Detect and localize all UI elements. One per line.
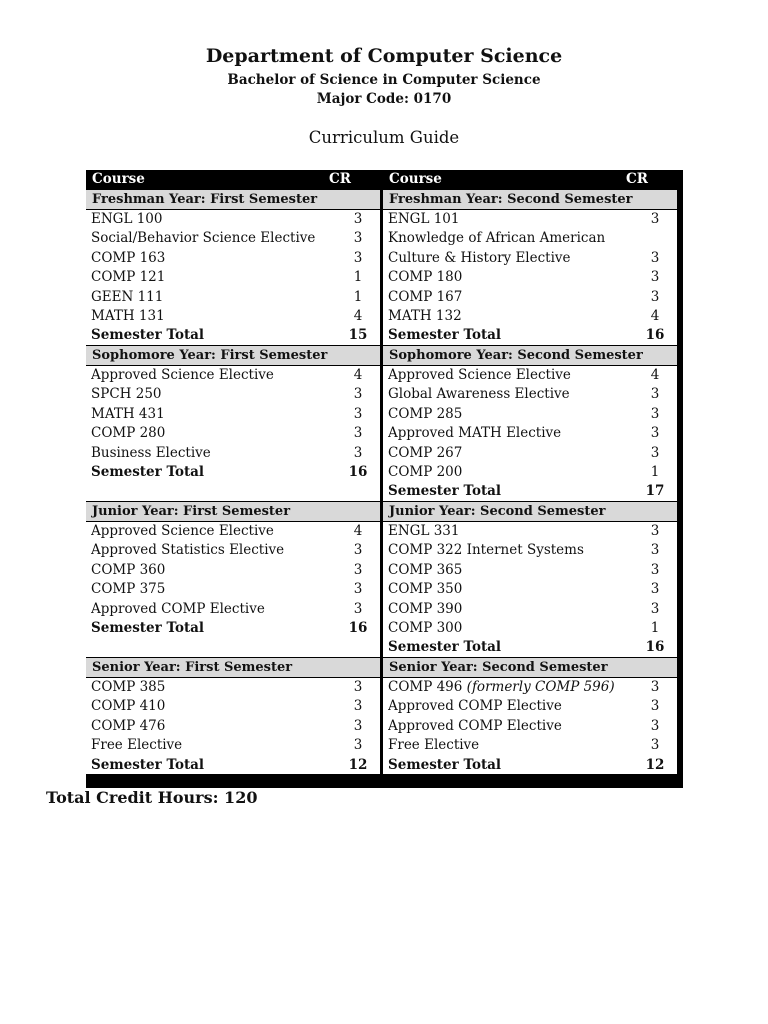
course-name [388,717,633,736]
left-column [86,170,380,773]
semester-title: Senior Year: Second Semester [383,658,677,678]
course-row [86,697,380,716]
course-code: COMP 285 [388,405,463,422]
semester-total-value: 16 [645,327,665,344]
right-column [383,170,677,773]
course-code: COMP 360 [91,561,166,578]
column-header [86,170,380,189]
course-row [86,307,380,326]
course-name [91,522,336,541]
course-credits: 3 [353,444,363,461]
course-credits: 3 [650,561,660,578]
course-row [86,210,380,229]
course-row [86,678,380,697]
course-name [91,736,336,755]
course-credits: 3 [650,211,660,227]
course-row [383,288,677,307]
course-row [86,385,380,404]
course-note: (formerly COMP 596) [466,679,615,695]
semester-total-label: Semester Total [91,463,205,480]
course-name [91,444,336,463]
course-row [383,268,677,287]
course-credits: 3 [353,249,363,266]
course-code: Approved Science Elective [91,367,274,383]
course-row [383,424,677,443]
semester-total-value: 16 [348,619,368,636]
course-name [388,210,633,229]
course-credits: 4 [353,307,363,324]
course-credits: 3 [353,386,363,403]
semester-total-label: Semester Total [388,483,502,500]
course-row [86,600,380,619]
course-credits: 3 [650,386,660,403]
semester-title: Senior Year: First Semester [86,658,380,678]
course-row [383,229,677,248]
semester-block [86,189,380,345]
course-credits: 3 [353,600,363,617]
course-name [388,580,633,599]
semester-block [383,189,677,345]
course-name [388,619,633,638]
course-credits: 4 [650,307,660,324]
course-code: Culture & History Elective [388,249,571,266]
course-credits: 3 [353,717,363,734]
course-row [86,366,380,385]
total-credit-hours: Total Credit Hours: 120 [46,788,258,807]
course-code: COMP 496 [388,679,463,695]
course-name [91,249,336,268]
course-name [91,288,336,307]
department-title: Department of Computer Science [205,45,563,67]
course-code: COMP 375 [91,581,166,598]
semester-title: Freshman Year: Second Semester [383,190,677,210]
semester-total-value: 16 [645,639,665,656]
semester-title: Freshman Year: First Semester [86,190,380,210]
course-row [86,580,380,599]
course-row [383,385,677,404]
course-code: Approved MATH Elective [388,425,562,442]
course-row [383,307,677,326]
course-name [388,600,633,619]
course-row [383,522,677,541]
course-name [388,697,633,716]
course-code: COMP 167 [388,288,463,305]
course-row [86,229,380,248]
course-code: COMP 200 [388,463,463,480]
semester-total-row [383,638,677,657]
major-code: Major Code: 0170 [316,91,452,107]
course-row [86,424,380,443]
course-code: MATH 132 [388,307,462,324]
course-credits: 3 [353,230,363,247]
course-name [91,600,336,619]
course-code: ENGL 331 [388,523,460,539]
course-name [388,405,633,424]
course-name [91,229,336,248]
course-code: COMP 121 [91,269,166,286]
course-code: COMP 385 [91,679,166,695]
course-code: SPCH 250 [91,386,162,403]
course-credits: 4 [650,367,660,383]
semester-title: Junior Year: First Semester [86,502,380,522]
course-name [388,678,633,697]
course-row [383,444,677,463]
cr-header: CR [626,171,648,187]
semester-block [86,657,380,774]
cr-header: CR [329,171,351,187]
course-name [388,444,633,463]
course-code: Knowledge of African American [388,230,606,247]
course-code: COMP 163 [91,249,166,266]
course-credits: 3 [650,269,660,286]
course-credits: 3 [650,405,660,422]
semester-title: Sophomore Year: First Semester [86,346,380,366]
semester-total-row [383,756,677,775]
course-credits: 3 [353,737,363,754]
course-code: Approved Science Elective [91,523,274,539]
semester-total-row [86,463,380,482]
semester-total-value: 15 [348,327,368,344]
course-row [86,736,380,755]
course-name [388,249,633,268]
course-row [86,522,380,541]
course-name [388,424,633,443]
course-credits: 4 [353,367,363,383]
course-credits: 1 [650,619,660,636]
course-row [86,288,380,307]
course-code: Approved Statistics Elective [91,542,285,559]
semester-total-row [86,326,380,345]
semester-total-row [86,619,380,638]
course-credits [633,229,677,248]
course-credits: 3 [353,561,363,578]
course-row [383,210,677,229]
course-row [86,541,380,560]
course-credits: 3 [353,425,363,442]
course-row [86,561,380,580]
semester-title: Junior Year: Second Semester [383,502,677,522]
course-row [86,405,380,424]
course-code: Business Elective [91,444,211,461]
course-name [91,561,336,580]
course-credits: 3 [353,698,363,715]
course-credits: 1 [353,269,363,286]
course-name [91,424,336,443]
course-code: Free Elective [388,737,480,754]
course-code: COMP 410 [91,698,166,715]
course-row [383,678,677,697]
course-code: Free Elective [91,737,183,754]
course-name [388,288,633,307]
course-name [91,541,336,560]
course-code: Approved COMP Elective [388,717,562,734]
course-name [388,541,633,560]
course-name [91,307,336,326]
course-row [383,697,677,716]
course-code: COMP 365 [388,561,463,578]
course-code: COMP 280 [91,425,166,442]
course-name [91,717,336,736]
course-row [383,717,677,736]
course-row [86,268,380,287]
course-credits: 1 [353,288,363,305]
course-name [388,307,633,326]
course-name [388,268,633,287]
curriculum-guide-heading: Curriculum Guide [308,128,460,147]
course-credits: 3 [650,679,660,695]
semester-total-value: 17 [645,483,665,500]
course-name [91,268,336,287]
course-name [91,697,336,716]
course-name [91,580,336,599]
course-code: COMP 350 [388,581,463,598]
course-code: COMP 322 Internet Systems [388,542,584,559]
course-credits: 3 [353,542,363,559]
course-code: COMP 180 [388,269,463,286]
course-code: ENGL 101 [388,211,460,227]
course-credits: 3 [650,717,660,734]
course-row [383,541,677,560]
course-code: Social/Behavior Science Elective [91,230,316,247]
course-credits: 3 [650,444,660,461]
course-row [86,717,380,736]
course-row [383,366,677,385]
semester-block [383,501,677,657]
course-name [91,366,336,385]
course-credits: 3 [353,581,363,598]
course-code: Approved COMP Elective [91,600,265,617]
semester-block [383,657,677,774]
course-credits: 3 [353,211,363,227]
course-name [91,405,336,424]
course-row [383,249,677,268]
course-name [91,385,336,404]
course-name [388,736,633,755]
curriculum-table [86,170,683,788]
semester-total-row [383,326,677,345]
course-header: Course [389,171,442,187]
column-header [383,170,677,189]
course-code: Approved Science Elective [388,367,571,383]
semester-title: Sophomore Year: Second Semester [383,346,677,366]
course-code: COMP 267 [388,444,463,461]
course-row [383,736,677,755]
course-row [383,619,677,638]
course-header: Course [92,171,145,187]
course-credits: 3 [650,737,660,754]
semester-total-label: Semester Total [91,756,205,773]
course-credits: 1 [650,463,660,480]
semester-total-label: Semester Total [388,327,502,344]
course-credits: 3 [353,679,363,695]
course-code: Global Awareness Elective [388,386,570,403]
semester-total-row [383,482,677,501]
course-name [388,522,633,541]
degree-title: Bachelor of Science in Computer Science [227,72,541,88]
semester-total-label: Semester Total [91,327,205,344]
course-row [383,600,677,619]
course-code: COMP 476 [91,717,166,734]
semester-total-label: Semester Total [388,639,502,656]
semester-total-value: 16 [348,463,368,480]
semester-total-value: 12 [645,756,665,773]
course-row [86,249,380,268]
course-credits: 3 [650,600,660,617]
course-name [388,366,633,385]
course-name [388,229,633,248]
course-credits: 3 [650,425,660,442]
course-credits: 3 [650,523,660,539]
semester-total-value: 12 [348,756,368,773]
course-name [91,678,336,697]
semester-total-row [86,756,380,775]
course-credits: 3 [650,698,660,715]
course-name [388,385,633,404]
course-code: GEEN 111 [91,288,164,305]
course-code: ENGL 100 [91,211,163,227]
course-credits: 3 [650,288,660,305]
course-credits: 3 [650,249,660,266]
course-code: COMP 300 [388,619,463,636]
course-credits: 3 [650,542,660,559]
course-credits: 3 [353,405,363,422]
course-row [383,405,677,424]
course-row [383,561,677,580]
course-row [383,580,677,599]
semester-block [86,345,380,501]
course-name [91,210,336,229]
semester-block [86,501,380,657]
course-name [388,561,633,580]
course-code: COMP 390 [388,600,463,617]
course-code: MATH 431 [91,405,165,422]
semester-block [383,345,677,501]
semester-total-label: Semester Total [91,619,205,636]
course-row [383,463,677,482]
course-name [388,463,633,482]
course-row [86,444,380,463]
course-code: MATH 131 [91,307,165,324]
semester-total-label: Semester Total [388,756,502,773]
course-code: Approved COMP Elective [388,698,562,715]
course-credits: 4 [353,523,363,539]
course-credits: 3 [650,581,660,598]
